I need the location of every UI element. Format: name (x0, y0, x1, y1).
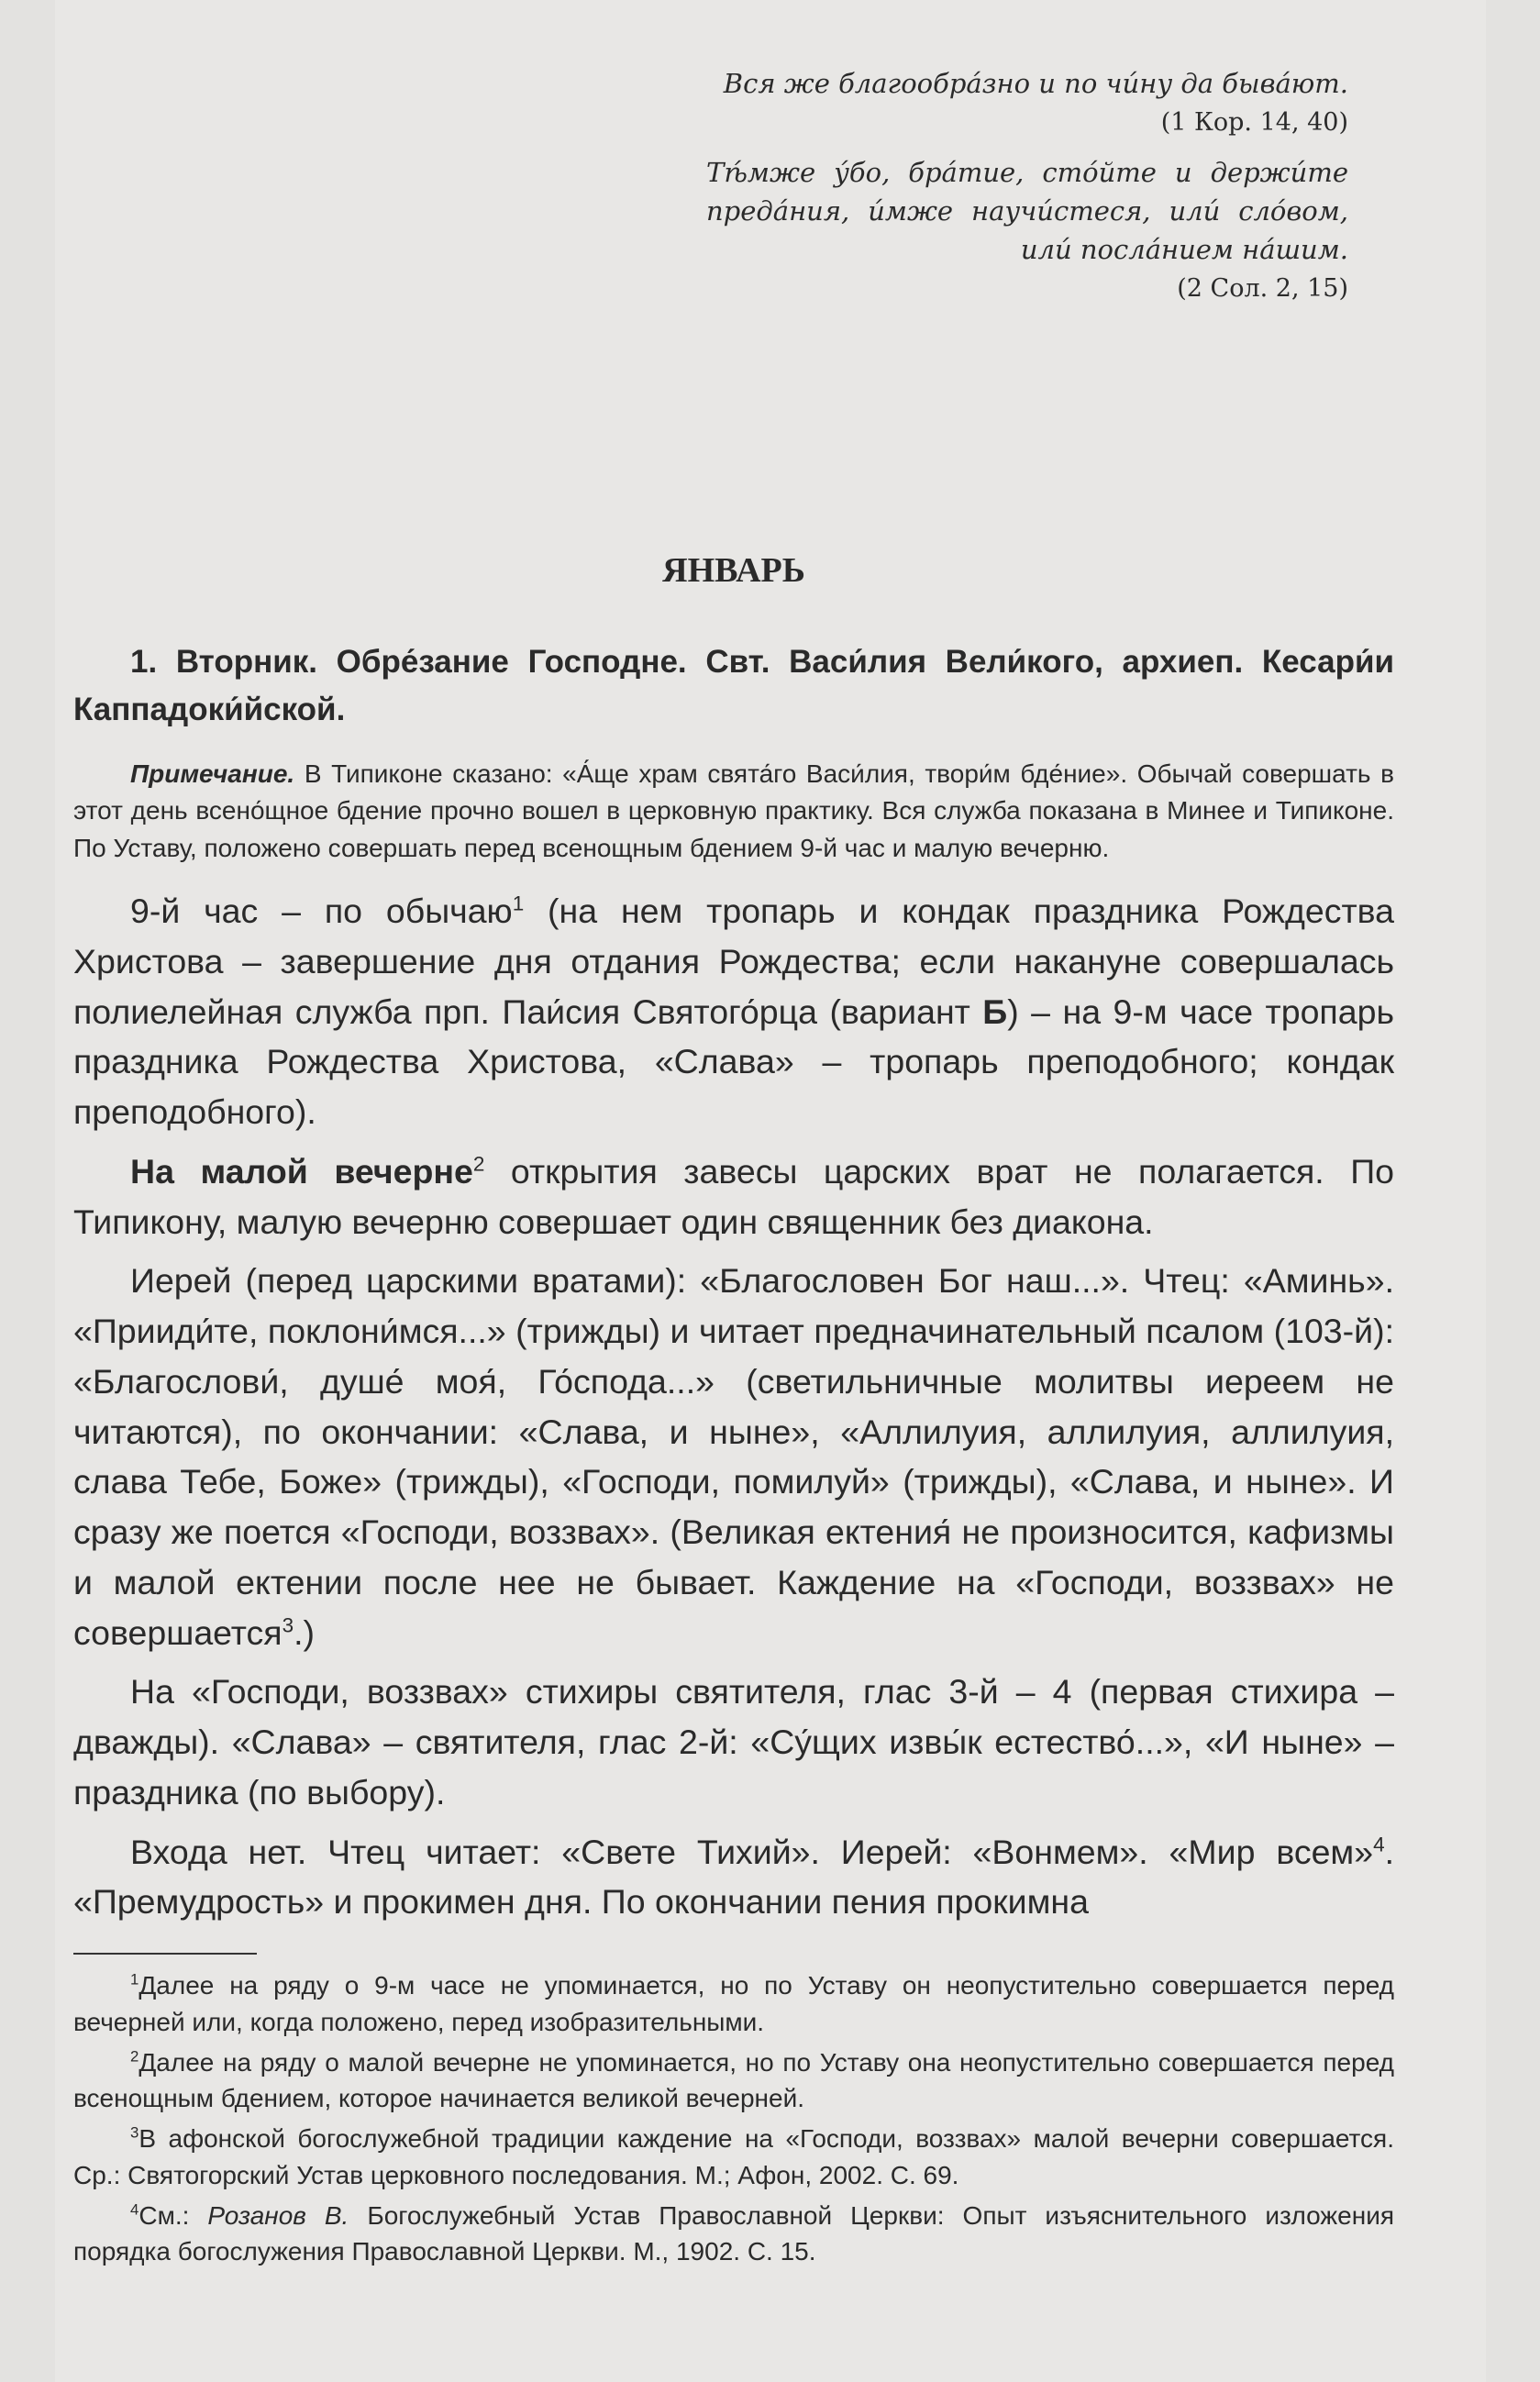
epigraph-quote: Тѣ́мже у́бо, бра́тие, сто́йте и держи́те преда́ния, и́мже научи́стеся, или́ сло́вом, или́ посла́нием на́шим. (706, 157, 1348, 266)
footnote-number: 4 (130, 2200, 139, 2219)
footnote-text: Далее на ряду о малой вечерне не упоминается, но по Уставу она неопустительно совершается перед всенощным бдением, которое начинается великой вечерней. (73, 2047, 1394, 2113)
footnote (73, 2044, 1394, 2118)
footnote-text: См.: (138, 2200, 208, 2230)
book-page (55, 0, 1486, 2382)
epigraph-reference: (2 Сол. 2, 15) (1177, 274, 1348, 304)
footnote-author: Розанов В. (207, 2200, 349, 2230)
main-text (73, 550, 1394, 2274)
footnote (73, 2198, 1394, 2271)
text-run: Иерей (перед царскими вратами): «Благословен Бог наш...». Чтец: «Аминь». «Прииди́те, поклони́мся...» (трижды) и читает предначинательный псалом (103-й): «Благослови́, душе́ моя́, Го́спода...» (светильничные молитвы иереем не читаются), по окончании: «Слава, и ныне», «Аллилуия, аллилуия, аллилуия, слава Тебе, Боже» (трижды), «Господи, помилуй» (трижды), «Слава, и ныне». И сразу же поется «Господи, воззвах». (Великая ектения́ не произносится, кафизмы и малой ектении после нее не бывает. Каждение на «Господи, воззвах» не совершается (73, 1261, 1394, 1652)
note-label: Примечание. (130, 759, 295, 788)
footnote-ref: 2 (472, 1152, 485, 1176)
epigraph-reference: (1 Кор. 14, 40) (1160, 108, 1348, 138)
section-lead: На малой вечерне (130, 1151, 473, 1191)
paragraph-priest (73, 1256, 1394, 1657)
text-run: Входа нет. Чтец читает: «Свете Тихий». Иерей: «Вонмем». «Мир всем» (130, 1832, 1374, 1871)
text-run: (на нем тропарь и кондак праздника Рождества Христова – завершение дня отдания Рождества; если накануне совершалась полиелейная служба прп. Паи́сия Святого́рца (вариант (73, 892, 1395, 1031)
paragraph-entrance (73, 1827, 1394, 1928)
text-run: .) (294, 1612, 316, 1652)
footnote-ref: 3 (282, 1613, 294, 1637)
footnote-number: 3 (130, 2123, 139, 2142)
day-heading: 1. Вторник. Обре́зание Господне. Свт. Васи́лия Вели́кого, архиеп. Кесари́и Каппадоки́йской. (73, 644, 1394, 727)
paragraph-small-vespers (73, 1147, 1394, 1247)
footnote-number: 2 (130, 2047, 139, 2066)
epigraph-quote: Вся же благообра́зно и по чи́ну да быва́ют. (723, 68, 1348, 99)
footnote (73, 2121, 1394, 2194)
month-title: ЯНВАРЬ (662, 551, 805, 590)
footnote-text: Далее на ряду о 9-м часе не упоминается, но по Уставу он неопустительно совершается перед вечерней или, когда положено, перед изобразительными. (73, 1971, 1394, 2036)
footnote-text: Богослужебный Устав Православной Церкви: Опыт изъяснительного изложения порядка богослужения Православной Церкви. М., 1902. С. 15. (73, 2200, 1394, 2266)
paragraph-stichera: На «Господи, воззвах» стихиры святителя, глас 3-й – 4 (первая стихира – дважды). «Слава» – святителя, глас 2-й: «Су́щих извы́к естество́...», «И ныне» – праздника (по выбору). (73, 1672, 1394, 1811)
footnote-divider (73, 1953, 257, 1955)
text-run: открытия завесы царских врат не полагается. По Типикону, малую вечерню совершает один священник без диакона. (73, 1151, 1395, 1241)
text-run: ) – на 9-м часе тропарь праздника Рождества Христова, «Слава» – тропарь преподобного; кондак преподобного). (73, 992, 1394, 1132)
footnote-text: В афонской богослужебной традиции каждение на «Господи, воззвах» малой вечерни совершается. Ср.: Святогорский Устав церковного последования. М.; Афон, 2002. С. 69. (73, 2124, 1394, 2189)
footnote-ref: 1 (512, 892, 525, 915)
paragraph-ninth-hour (73, 886, 1394, 1137)
note-text: В Типиконе сказано: «А́ще храм свята́го Васи́лия, твори́м бде́ние». Обычай совершать в этот день всено́щное бдение прочно вошел в церковную практику. Вся служба показана в Минее и Типиконе. По Уставу, положено совершать перед всенощным бдением 9-й час и малую вечерню. (73, 759, 1394, 863)
variant-label: Б (982, 992, 1008, 1031)
note-paragraph (73, 756, 1394, 869)
text-run: . «Премудрость» и прокимен дня. По окончании пения прокимна (73, 1832, 1394, 1922)
footnote-ref: 4 (1373, 1833, 1385, 1856)
text-run: 9-й час – по обычаю (130, 892, 513, 931)
epigraph (706, 64, 1348, 319)
footnote (73, 1967, 1394, 2041)
footnote-number: 1 (130, 1970, 139, 1989)
